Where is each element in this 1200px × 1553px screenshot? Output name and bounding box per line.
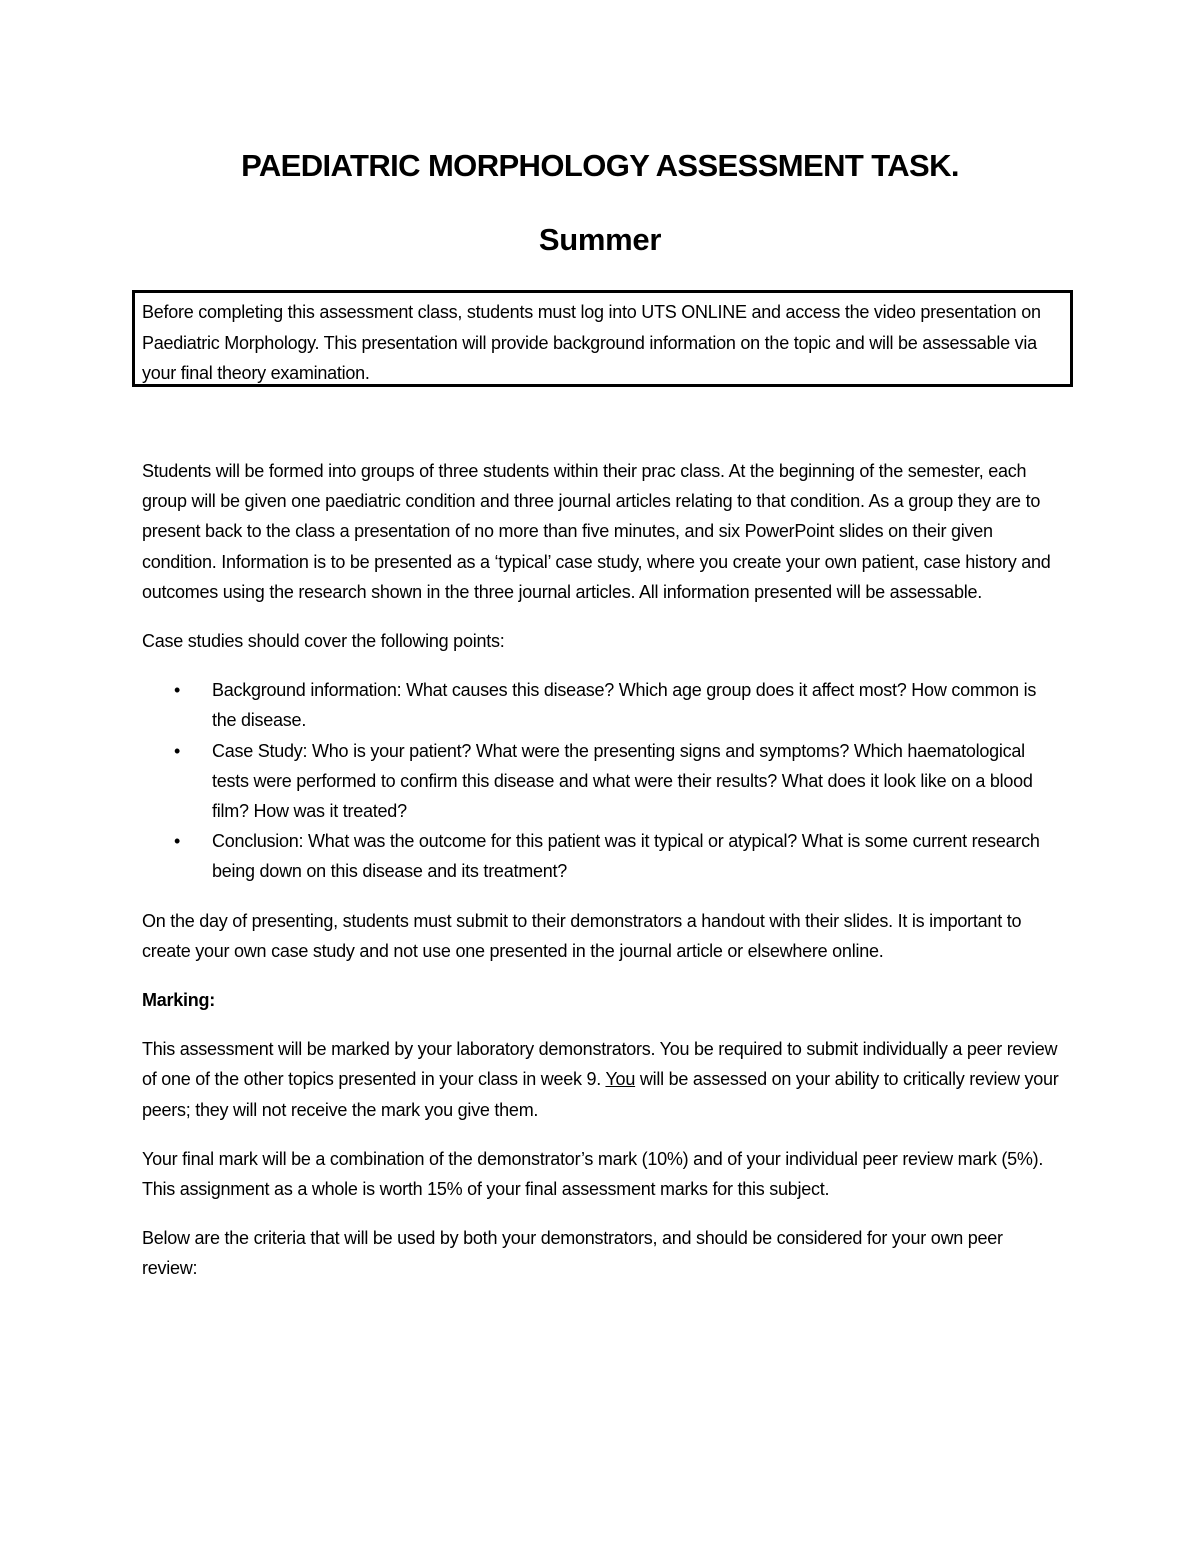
notice-text: Before completing this assessment class, students must log into UTS ONLINE and access the video presentation on Paediatric Morphology. This presentation will provide background information on the topic and will be assessable via your final theory examination. xyxy=(142,302,1041,383)
marking-text-b: will be assessed on your ability to critically review your peers; they will not receive the mark you give them. xyxy=(142,1069,1059,1120)
intro-paragraph: Students will be formed into groups of three students within their prac class. At the beginning of the semester, each group will be given one paediatric condition and three journal articles relating to that condition. As a group they are to present back to the class a presentation of no more than five minutes, and six PowerPoint slides on their given condition. Information is to be presented as a ‘typical’ case study, where you create your own patient, case history and outcomes using the research shown in the three journal articles. All information presented will be assessable. xyxy=(142,461,1051,602)
notice-box xyxy=(132,290,1073,387)
list-item xyxy=(174,675,1062,735)
point-text: Conclusion: What was the outcome for this patient was it typical or atypical? What is some current research being down on this disease and its treatment? xyxy=(212,831,1040,882)
bullet-icon: • xyxy=(174,740,181,761)
handout-paragraph: On the day of presenting, students must submit to their demonstrators a handout with their slides. It is important to create your own case study and not use one presented in the journal article or elsewhere online. xyxy=(142,910,1022,961)
criteria-paragraph: Below are the criteria that will be used by both your demonstrators, and should be considered for your own peer review: xyxy=(142,1228,1003,1279)
marking-paragraph xyxy=(142,1034,1062,1125)
marking-text-underlined: You xyxy=(605,1069,636,1090)
bullet-icon: • xyxy=(174,680,181,701)
points-list xyxy=(142,675,1062,886)
point-text: Background information: What causes this disease? Which age group does it affect most? How common is the disease. xyxy=(212,680,1037,731)
list-item xyxy=(174,826,1062,886)
points-intro: Case studies should cover the following points: xyxy=(142,631,505,652)
document-subtitle: Summer xyxy=(538,222,662,257)
marking-text-a: This assessment will be marked by your laboratory demonstrators. You be required to submit individually a peer review of one of the other topics presented in your class in week 9. xyxy=(142,1039,1058,1090)
document-body xyxy=(142,456,1062,1303)
marking-heading: Marking: xyxy=(142,990,216,1011)
list-item xyxy=(174,736,1062,827)
document-title: PAEDIATRIC MORPHOLOGY ASSESSMENT TASK. xyxy=(241,148,959,183)
point-text: Case Study: Who is your patient? What were the presenting signs and symptoms? Which haematological tests were performed to confirm this disease and what were their results? What does it look like on a blood film? How was it treated? xyxy=(212,740,1033,822)
bullet-icon: • xyxy=(174,831,181,852)
final-mark-paragraph: Your final mark will be a combination of the demonstrator’s mark (10%) and of your individual peer review mark (5%). This assignment as a whole is worth 15% of your final assessment marks for this subject. xyxy=(142,1148,1044,1200)
